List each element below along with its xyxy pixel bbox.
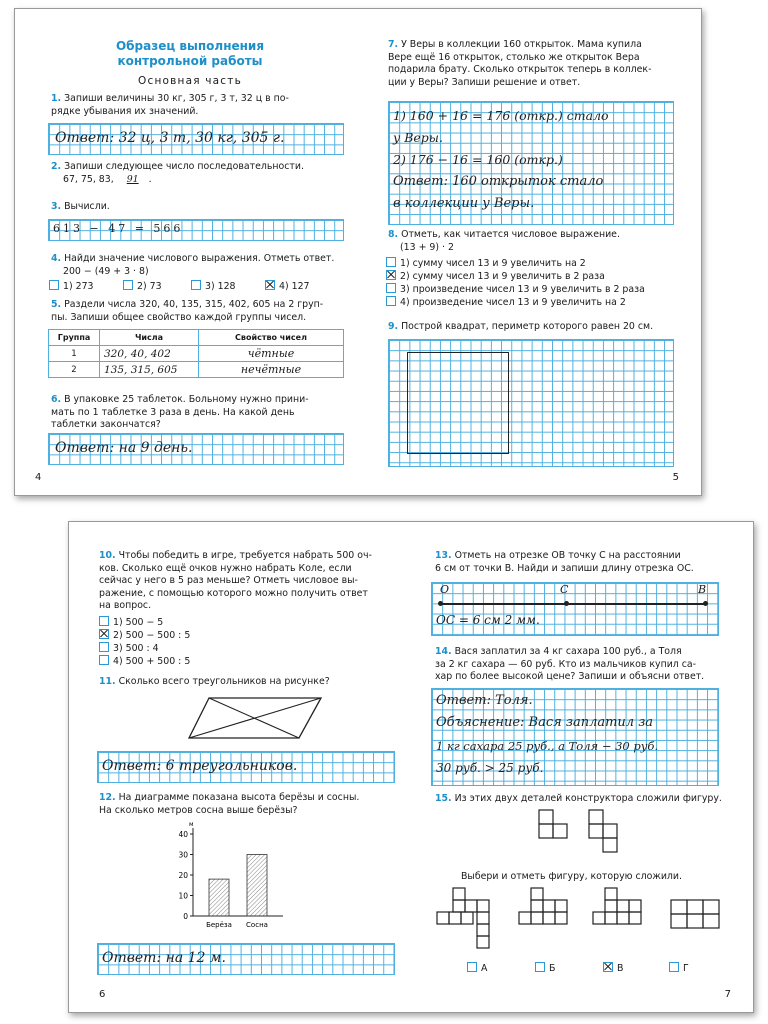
y-axis-unit: м xyxy=(189,821,194,828)
q4-option-3[interactable] xyxy=(191,280,236,294)
question-number: 14. xyxy=(435,646,452,657)
question-4 xyxy=(51,253,361,278)
bar-sosna xyxy=(247,855,267,917)
figure-v xyxy=(593,888,641,924)
handwritten-answer: Объяснение: Вася заплатил за xyxy=(436,715,654,730)
option-label: 3) произведение чисел 13 и 9 увеличить в 2 раза xyxy=(400,284,645,295)
checkbox-checked[interactable] xyxy=(386,270,396,280)
question-text: В упаковке 25 таблеток. Больному нужно прини- xyxy=(64,394,309,405)
answer-figures xyxy=(435,886,745,958)
table-header: Группа xyxy=(49,330,100,346)
q10-option-3[interactable] xyxy=(99,642,159,656)
question-text: Из этих двух деталей конструктора сложили фигуру. xyxy=(454,793,722,804)
checkbox[interactable] xyxy=(386,296,396,306)
question-number: 12. xyxy=(99,792,116,803)
option-label: В xyxy=(617,963,624,974)
handwritten-answer: 30 руб. > 25 руб. xyxy=(436,761,544,775)
table-header: Свойство чисел xyxy=(199,330,344,346)
page-5 xyxy=(358,9,701,495)
question-13 xyxy=(435,550,745,575)
groups-table xyxy=(48,329,344,378)
question-number: 10. xyxy=(99,550,116,561)
checkbox[interactable] xyxy=(535,962,545,972)
y-tick-label: 30 xyxy=(178,850,188,860)
page-number: 7 xyxy=(724,989,731,1000)
question-text: Раздели числа 320, 40, 135, 315, 402, 605 на 2 груп- xyxy=(64,299,324,310)
q10-option-1[interactable] xyxy=(99,616,163,630)
question-text: пы. Запиши общее свойство каждой группы чисел. xyxy=(51,311,307,323)
option-label: 1) сумму чисел 13 и 9 увеличить на 2 xyxy=(400,258,586,269)
q15-option-b[interactable] xyxy=(535,962,555,976)
question-14 xyxy=(435,646,745,684)
sequence-text: 67, 75, 83, xyxy=(63,173,114,185)
question-text: Найди значение числового выражения. Отметь ответ. xyxy=(64,253,335,264)
question-3 xyxy=(51,201,110,214)
checkbox-checked[interactable] xyxy=(603,962,613,972)
option-label: 4) произведение чисел 13 и 9 увеличить на 2 xyxy=(400,297,626,308)
question-text: ции у Веры? Запиши решение и ответ. xyxy=(388,76,581,88)
page-4 xyxy=(15,9,358,495)
figure-a xyxy=(437,888,489,948)
question-text: ков. Сколько ещё очков нужно набрать Коле, если xyxy=(99,562,352,574)
spread-pages-6-7 xyxy=(68,521,754,1013)
bar-bereza xyxy=(209,879,229,916)
diagonal-line xyxy=(189,698,321,738)
expression: (13 + 9) · 2 xyxy=(400,241,454,253)
checkbox-checked[interactable] xyxy=(99,629,109,639)
q4-option-2[interactable] xyxy=(123,280,162,294)
table-cell[interactable]: чётные xyxy=(199,346,344,362)
y-tick-label: 0 xyxy=(183,912,188,921)
height-bar-chart xyxy=(161,818,301,938)
question-text: Вычисли. xyxy=(64,201,110,212)
label-b: B xyxy=(698,583,707,596)
y-tick-label: 20 xyxy=(178,871,188,880)
checkbox[interactable] xyxy=(386,257,396,267)
question-text: Сколько всего треугольников на рисунке? xyxy=(118,676,330,687)
checkbox[interactable] xyxy=(99,616,109,626)
question-text: Вася заплатил за 4 кг сахара 100 руб., а Толя xyxy=(454,646,682,657)
handwritten-answer: Ответ: 6 треугольников. xyxy=(102,758,298,774)
question-5 xyxy=(51,299,361,324)
option-label: 1) 273 xyxy=(63,281,94,292)
handwritten-answer: 2) 176 − 16 = 160 (откр.) xyxy=(393,152,563,167)
option-label: Б xyxy=(549,963,556,974)
handwritten-answer: 1) 160 + 16 = 176 (откр.) стало xyxy=(393,108,609,123)
constructor-parts xyxy=(537,808,647,872)
table-cell: 1 xyxy=(49,346,100,362)
question-text: ражение, с помощью которого можно получить ответ xyxy=(99,587,368,599)
question-2 xyxy=(51,161,361,186)
part-1 xyxy=(539,810,567,838)
handwritten-answer: Ответ: 160 открыток стало xyxy=(393,174,604,189)
handwritten-answer: 613 − 47 = 566 xyxy=(53,222,184,235)
checkbox[interactable] xyxy=(467,962,477,972)
q15-option-a[interactable] xyxy=(467,962,487,976)
handwritten-answer: Ответ: Толя. xyxy=(436,693,533,708)
question-text: мать по 1 таблетке 3 раза в день. На какой день xyxy=(51,406,295,418)
table-cell[interactable]: 135, 315, 605 xyxy=(100,362,199,378)
segment-grid[interactable] xyxy=(431,582,719,636)
answer-grid[interactable] xyxy=(48,433,344,465)
q10-option-4[interactable] xyxy=(99,655,190,669)
question-text: Чтобы победить в игре, требуется набрать 500 оч- xyxy=(118,550,372,561)
point-c xyxy=(564,601,569,606)
page-number: 6 xyxy=(99,989,106,1000)
checkbox[interactable] xyxy=(123,280,133,290)
q10-option-2[interactable] xyxy=(99,629,190,643)
drawing-grid[interactable] xyxy=(388,339,674,467)
question-text: Вере ещё 16 открыток, столько же открыток Вера xyxy=(388,51,640,63)
question-text: таблетки закончатся? xyxy=(51,419,161,430)
section-subtitle: Основная часть xyxy=(138,75,242,87)
figure-b xyxy=(519,888,567,924)
spread-pages-4-5 xyxy=(14,8,702,496)
table-cell[interactable]: нечётные xyxy=(199,362,344,378)
question-number: 7. xyxy=(388,39,399,50)
q8-option-2[interactable] xyxy=(386,270,605,284)
option-label: 2) сумму чисел 13 и 9 увеличить в 2 раза xyxy=(400,271,605,282)
handwritten-answer: OC = 6 см 2 мм. xyxy=(436,613,540,627)
question-1 xyxy=(51,93,361,118)
table-cell[interactable]: 320, 40, 402 xyxy=(100,346,199,362)
question-text: У Веры в коллекции 160 открыток. Мама купила xyxy=(401,39,642,50)
category-label: Берёза xyxy=(206,921,232,929)
q15-option-g[interactable] xyxy=(669,962,689,976)
question-text: Выбери и отметь фигуру, которую сложили. xyxy=(461,871,682,882)
question-text: за 2 кг сахара — 60 руб. Кто из мальчиков купил са- xyxy=(435,658,697,670)
title-line-2: контрольной работы xyxy=(117,54,263,68)
question-number: 3. xyxy=(51,201,62,212)
checkbox-checked[interactable] xyxy=(265,280,275,290)
checkbox[interactable] xyxy=(99,655,109,665)
question-text: Построй квадрат, периметр которого равен 20 см. xyxy=(401,321,654,332)
checkbox[interactable] xyxy=(49,280,59,290)
question-6 xyxy=(51,394,361,432)
question-12 xyxy=(99,792,405,817)
table-cell: 2 xyxy=(49,362,100,378)
page-7 xyxy=(411,522,753,1012)
y-tick-label: 40 xyxy=(178,830,188,839)
answer-grid[interactable] xyxy=(388,101,674,225)
q4-option-1[interactable] xyxy=(49,280,94,294)
question-7 xyxy=(388,39,688,89)
q8-option-4[interactable] xyxy=(386,296,626,310)
answer-grid[interactable] xyxy=(48,123,344,155)
title-line-1: Образец выполнения xyxy=(115,39,265,53)
question-number: 13. xyxy=(435,550,452,561)
point-b xyxy=(703,601,708,606)
handwritten-answer: в коллекции у Веры. xyxy=(393,196,535,211)
option-label: 1) 500 − 5 xyxy=(113,617,164,628)
sequence-answer: 91 xyxy=(126,173,139,185)
option-label: 3) 500 : 4 xyxy=(113,643,159,654)
y-tick-label: 10 xyxy=(178,891,188,901)
checkbox[interactable] xyxy=(191,280,201,290)
handwritten-answer: 1 кг сахара 25 руб., а Толя − 30 руб. xyxy=(436,739,659,753)
checkbox[interactable] xyxy=(99,642,109,652)
point-o xyxy=(438,601,443,606)
question-text: На сколько метров сосна выше берёзы? xyxy=(99,804,298,816)
question-text: Запиши величины 30 кг, 305 г, 3 т, 32 ц в по- xyxy=(64,93,289,104)
sequence-dot: . xyxy=(148,173,152,185)
option-label: Г xyxy=(683,963,689,974)
answer-grid[interactable] xyxy=(431,688,719,786)
q15-option-v[interactable] xyxy=(603,962,623,976)
question-11 xyxy=(99,676,330,689)
question-number: 15. xyxy=(435,793,452,804)
question-15 xyxy=(435,793,745,806)
segment-ob xyxy=(440,603,706,605)
figure-g xyxy=(671,900,719,928)
answer-grid[interactable] xyxy=(97,751,395,783)
q8-option-3[interactable] xyxy=(386,283,645,297)
drawn-square xyxy=(407,352,509,454)
question-8 xyxy=(388,229,688,254)
question-number: 1. xyxy=(51,93,62,104)
question-text: подарила брату. Сколько открыток теперь в коллек- xyxy=(388,64,652,75)
label-c: C xyxy=(560,583,569,596)
question-number: 6. xyxy=(51,394,62,405)
table-header: Числа xyxy=(100,330,199,346)
question-text: Отметь, как читается числовое выражение. xyxy=(401,229,620,240)
checkbox[interactable] xyxy=(669,962,679,972)
option-label: 2) 73 xyxy=(137,281,162,292)
table-row xyxy=(49,362,344,378)
q4-option-4[interactable] xyxy=(265,280,310,294)
page-title xyxy=(35,39,345,69)
option-label: 2) 500 − 500 : 5 xyxy=(113,630,191,641)
page-number: 4 xyxy=(35,472,42,483)
question-10 xyxy=(99,550,405,613)
answer-grid[interactable] xyxy=(48,219,344,241)
checkbox[interactable] xyxy=(386,283,396,293)
handwritten-answer: Ответ: на 9 день. xyxy=(55,440,193,456)
question-text: Отметь на отрезке OB точку C на расстоянии xyxy=(454,550,681,561)
question-number: 5. xyxy=(51,299,62,310)
page-6 xyxy=(69,522,411,1012)
question-number: 4. xyxy=(51,253,62,264)
page-number: 5 xyxy=(672,472,679,483)
question-text: На диаграмме показана высота берёзы и сосны. xyxy=(118,792,360,803)
question-number: 8. xyxy=(388,229,399,240)
question-text: рядке убывания их значений. xyxy=(51,105,199,117)
option-label: 3) 128 xyxy=(205,281,236,292)
option-label: 4) 127 xyxy=(279,281,310,292)
question-text: хар по более высокой цене? Запиши и объясни ответ. xyxy=(435,671,705,682)
table-row xyxy=(49,346,344,362)
question-number: 11. xyxy=(99,676,116,687)
parallelogram-figure xyxy=(187,694,327,742)
question-number: 2. xyxy=(51,161,62,172)
expression: 200 − (49 + 3 · 8) xyxy=(63,265,149,277)
handwritten-answer: Ответ: на 12 м. xyxy=(102,950,226,966)
answer-grid[interactable] xyxy=(97,943,395,975)
question-number: 9. xyxy=(388,321,399,332)
handwritten-answer: Ответ: 32 ц, 3 т, 30 кг, 305 г. xyxy=(55,130,285,146)
category-label: Сосна xyxy=(246,921,268,929)
option-label: 4) 500 + 500 : 5 xyxy=(113,656,191,667)
question-text: сейчас у него в 5 раз меньше? Отметь числовое вы- xyxy=(99,575,358,586)
q8-option-1[interactable] xyxy=(386,257,586,271)
label-o: O xyxy=(440,583,450,596)
option-label: А xyxy=(481,963,488,974)
question-9 xyxy=(388,321,688,334)
handwritten-answer: у Веры. xyxy=(393,130,443,145)
part-2 xyxy=(589,810,617,852)
question-text: Запиши следующее число последовательности. xyxy=(64,161,304,172)
question-text: 6 см от точки B. Найди и запиши длину отрезка OC. xyxy=(435,562,694,574)
question-text: на вопрос. xyxy=(99,600,152,611)
